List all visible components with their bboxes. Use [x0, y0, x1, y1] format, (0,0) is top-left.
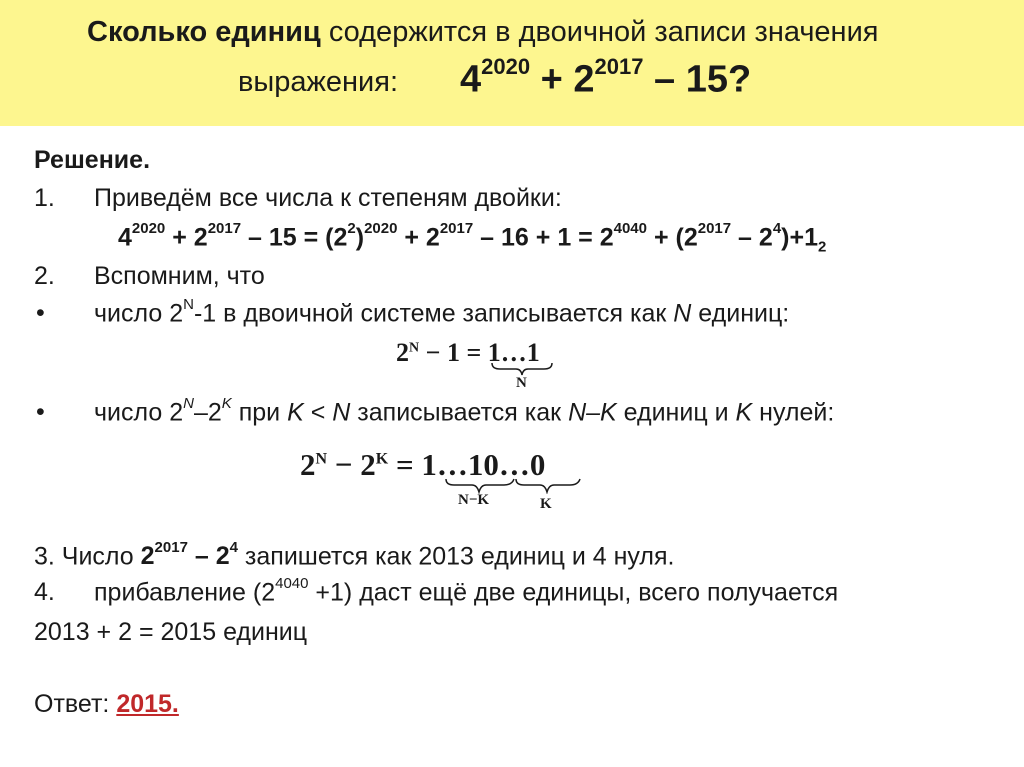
formula-subscript: 2 [818, 238, 827, 256]
step-1-formula [118, 220, 827, 256]
bullet-1-text: число $2^N-1$ в двоичной системе записывается как N единиц: [94, 296, 790, 328]
formula-exponent: N [409, 340, 420, 356]
formula-zeros-digits: 0…0 [483, 447, 546, 482]
formula-exponent: 4 [772, 220, 782, 237]
step-4-result: 2013 + 2 = 2015 единиц [34, 618, 308, 646]
formula-ones-digits: 1…1 [421, 447, 484, 482]
expr-tail: – 15? [643, 58, 752, 101]
formula-exponent: 2017 [207, 220, 242, 237]
step-2-number: 2. [34, 262, 55, 290]
title-expression [460, 54, 752, 102]
answer-value: 2015. [116, 690, 179, 718]
formula-part: + 2 [397, 223, 440, 252]
solution-heading: Решение. [34, 146, 151, 174]
formula-part: 2 [396, 338, 409, 367]
bullet-2-text: число $2^N-2^K$ при K < N записывается как N–K единиц и K нулей: [94, 395, 835, 427]
step-1-text: Приведём все числа к степеням двойки: [94, 184, 562, 212]
underbrace-ones [490, 362, 554, 376]
step-4-number: 4. [34, 578, 55, 606]
expr-term: 2 [573, 58, 595, 101]
formula-exponent: 4040 [613, 220, 647, 237]
title-banner [0, 0, 1024, 126]
step-3-expression: $2^{2017} - 2^4$ [140, 539, 238, 571]
title-emphasis: Сколько единиц [87, 16, 321, 48]
underbrace-ones-label: N−K [458, 492, 490, 508]
formula-part: + 2 [165, 223, 208, 252]
title-line-2: выражения: [238, 66, 399, 98]
expr-operator: + [530, 58, 574, 101]
formula-exponent: 2 [347, 220, 356, 237]
expr-exponent: 2017 [594, 54, 644, 79]
formula-part: 2 [300, 447, 316, 482]
formula-part: + (2 [647, 223, 698, 252]
formula-part: − 2 [327, 447, 376, 482]
formula-exponent: K [375, 450, 389, 468]
formula-ones-digits: 1…1 [487, 338, 540, 367]
answer [34, 690, 179, 719]
step-3: 3. Число $2^{2017} - 2^4$ запишется как 2013 единиц и 4 нуля. [34, 539, 675, 571]
title-line-1-text: содержится в двоичной записи значения [320, 16, 879, 48]
title-line-1 [87, 16, 878, 49]
formula-part: – 15 = (2 [241, 223, 348, 252]
formula-part: – 2 [731, 223, 773, 252]
underbrace-zeros-label: K [540, 496, 552, 512]
bullet-marker: • [36, 299, 45, 327]
step-2-text: Вспомним, что [94, 262, 265, 290]
underbrace-ones-label: N [516, 375, 527, 391]
bullet-marker: • [36, 398, 45, 426]
formula-part: – 16 + 1 = 2 [473, 223, 614, 252]
formula-part: − 1 = [419, 338, 488, 367]
formula-exponent: 2017 [439, 220, 474, 237]
formula-exponent: 2020 [131, 220, 166, 237]
formula-part: = [388, 447, 422, 482]
step-4-text: прибавление $(2^{4040} +1)$ даст ещё две единицы, всего получается [94, 575, 839, 607]
formula-exponent: 2020 [364, 220, 398, 237]
formula-part: ) [355, 223, 365, 252]
formula-part: 4 [118, 223, 132, 252]
expr-exponent: 2020 [481, 54, 531, 79]
formula-exponent: 2017 [697, 220, 732, 237]
formula-exponent: N [315, 450, 328, 468]
answer-label: Ответ: [34, 690, 117, 718]
expr-term: 4 [460, 58, 482, 101]
formula-part: )+1 [781, 223, 818, 252]
step-1-number: 1. [34, 184, 55, 212]
